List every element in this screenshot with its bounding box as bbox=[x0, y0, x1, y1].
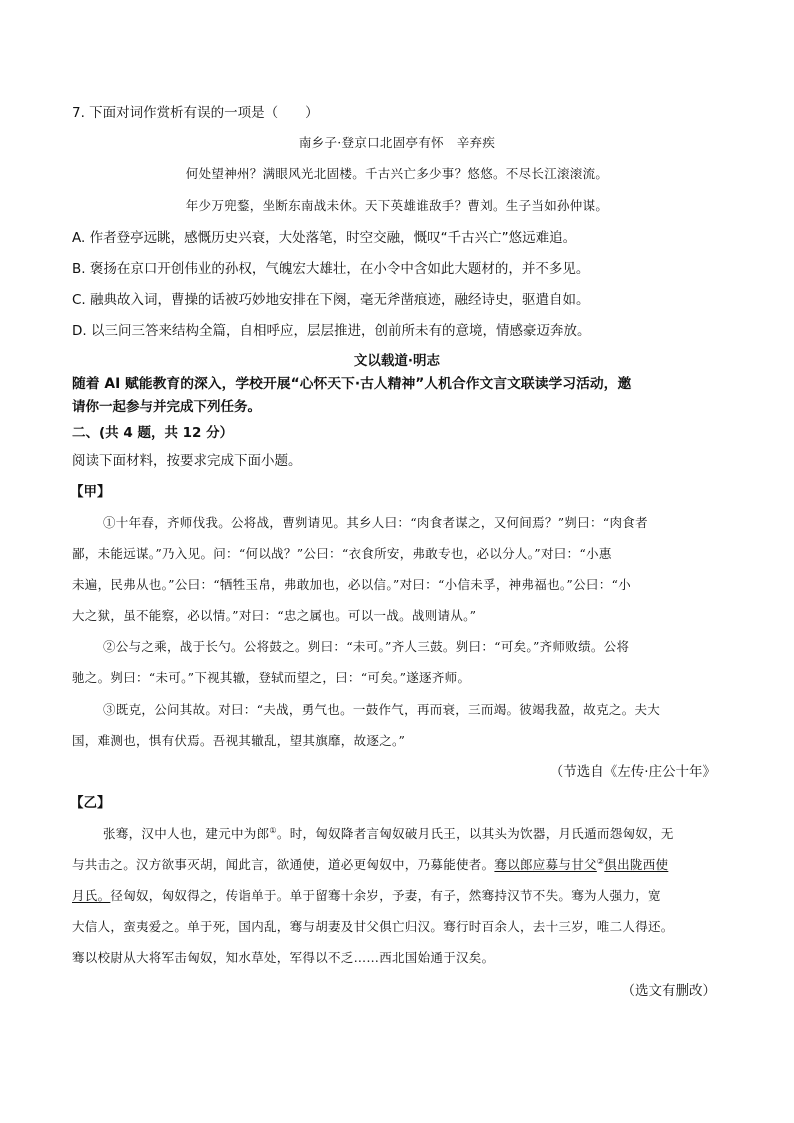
jia-line-5: ②公与之乘，战于长勺。公将鼓之。刿曰：“未可。”齐人三鼓。刿曰：“可矣。”齐师败绩。公将 bbox=[103, 639, 630, 654]
yi-line-5: 骞以校尉从大将军击匈奴，知水草处，军得以不乏……西北国始通于汉矣。 bbox=[72, 950, 495, 965]
option-a: A. 作者登亭远眺，感慨历史兴衰，大处落笔，时空交融，慨叹“千古兴亡”悠远难追。 bbox=[72, 230, 577, 246]
poem-line-2: 年少万兜鍪，坐断东南战未休。天下英雄谁敌手？曹刘。生子当如孙仲谋。 bbox=[185, 198, 609, 213]
question-7-stem: 7. 下面对词作赏析有误的一项是（ ） bbox=[72, 105, 319, 121]
option-d: D. 以三问三答来结构全篇，自相呼应，层层推进，创前所未有的意境，情感豪迈奔放。 bbox=[72, 323, 591, 339]
jia-line-1: ①十年春，齐师伐我。公将战，曹刿请见。其乡人曰：“肉食者谋之，又何间焉？”刿曰：“肉食者 bbox=[103, 515, 648, 530]
yi-source: （选文有删改） bbox=[621, 983, 716, 999]
yi-line-4: 大信人，蛮夷爱之。单于死，国内乱，骞与胡妻及甘父俱亡归汉。骞行时百余人，去十三岁，唯二人得还。 bbox=[72, 919, 674, 934]
activity-intro-line-1: 随着 AI 赋能教育的深入，学校开展“心怀天下·古人精神”人机合作文言文联读学习活动，邀 bbox=[72, 376, 632, 392]
passage-jia-label: 【甲】 bbox=[70, 484, 111, 500]
part-title: 二、(共 4 题，共 12 分） bbox=[72, 425, 234, 441]
jia-line-7: ③既克，公问其故。对曰：“夫战，勇气也。一鼓作气，再而衰，三而竭。彼竭我盈，故克之。夫大 bbox=[103, 702, 661, 717]
underlined-sentence-part-1: 骞以郎应募与甘父 bbox=[494, 857, 597, 872]
yi-line-2-text: 与共击之。汉方欲事灭胡，闻此言，欲通使，道必更匈奴中，乃募能使者。 bbox=[72, 857, 495, 872]
yi-line-3-text: 径匈奴，匈奴得之，传诣单于。单于留骞十余岁，予妻，有子，然骞持汉节不失。骞为人强力，宽 bbox=[110, 888, 661, 903]
underlined-sentence-part-3: 月氏。 bbox=[72, 888, 111, 903]
activity-intro-line-2: 请你一起参与并完成下列任务。 bbox=[72, 399, 261, 415]
footnote-marker-2: ② bbox=[596, 856, 605, 866]
jia-line-6: 驰之。刿曰：“未可。”下视其辙，登轼而望之，曰：“可矣。”遂逐齐师。 bbox=[72, 670, 471, 685]
yi-line-2 bbox=[72, 855, 668, 875]
yi-line-1 bbox=[103, 824, 674, 844]
underlined-sentence-part-2: 俱出陇西使 bbox=[604, 857, 669, 872]
passage-yi-label: 【乙】 bbox=[70, 795, 111, 811]
jia-line-8: 国，难测也，惧有伏焉。吾视其辙乱，望其旗靡，故逐之。” bbox=[72, 733, 406, 748]
section-heading: 文以载道·明志 bbox=[353, 353, 441, 369]
jia-line-2: 鄙，未能远谋。”乃入见。问：“何以战？”公曰：“衣食所安，弗敢专也，必以分人。”对曰：“小惠 bbox=[72, 546, 612, 561]
option-c: C. 融典故入词，曹操的话被巧妙地安排在下阕，毫无斧凿痕迹，融经诗史，驱遣自如。 bbox=[72, 292, 590, 308]
yi-line-1-text-b: 。时，匈奴降者言匈奴破月氏王，以其头为饮器，月氏遁而怨匈奴，无 bbox=[276, 826, 674, 841]
option-b: B. 褒扬在京口开创伟业的孙权，气魄宏大雄壮，在小令中含如此大题材的，并不多见。 bbox=[72, 261, 590, 277]
poem-line-1: 何处望神州？满眼风光北固楼。千古兴亡多少事？悠悠。不尽长江滚滚流。 bbox=[185, 166, 609, 181]
yi-line-1-text-a: 张骞，汉中人也，建元中为郎 bbox=[103, 826, 270, 841]
footnote-marker-1: ① bbox=[269, 825, 277, 835]
jia-line-4: 大之狱，虽不能察，必以情。”对曰：“忠之属也。可以一战。战则请从。” bbox=[72, 608, 477, 623]
jia-source: （节选自《左传·庄公十年》 bbox=[549, 764, 716, 780]
jia-line-3: 未遍，民弗从也。”公曰：“牺牲玉帛，弗敢加也，必以信。”对曰：“小信未孚，神弗福也。”公曰：“小 bbox=[72, 577, 631, 592]
yi-line-3 bbox=[72, 886, 661, 906]
poem-title: 南乡子·登京口北固亭有怀 辛弃疾 bbox=[298, 135, 496, 150]
reading-instruction: 阅读下面材料，按要求完成下面小题。 bbox=[72, 453, 302, 469]
